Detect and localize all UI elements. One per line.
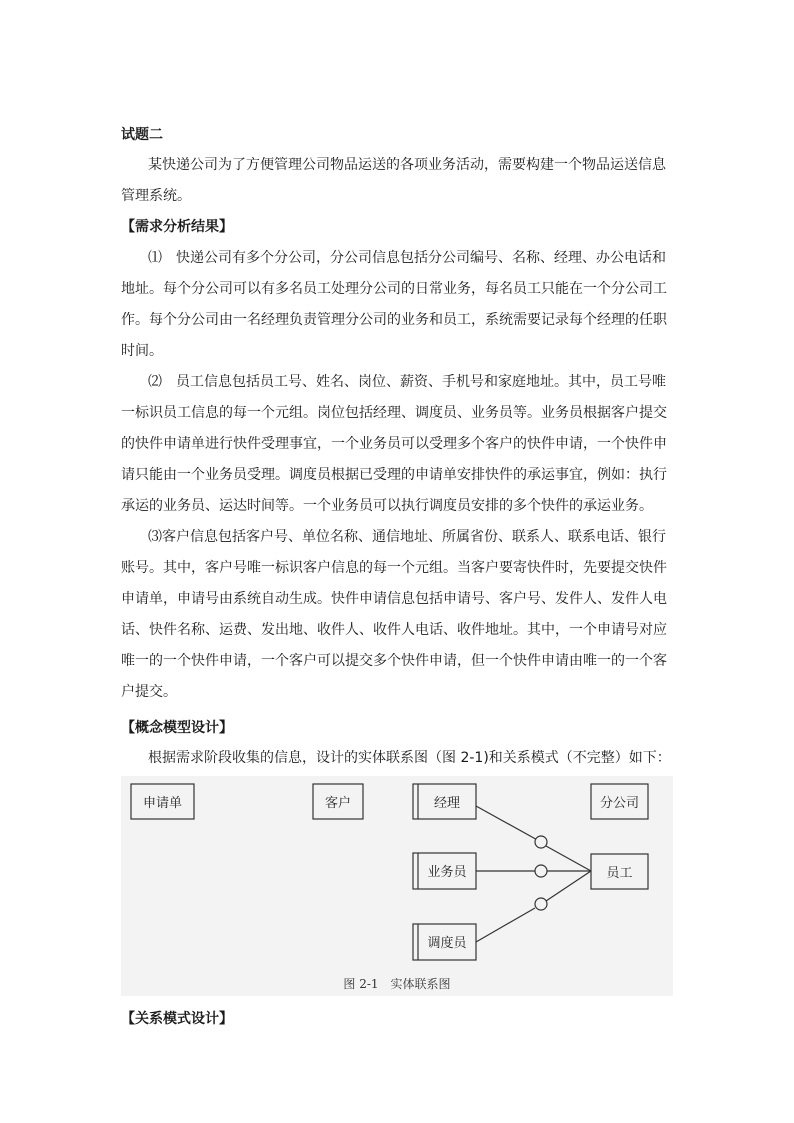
item3-line: 话、快件名称、运费、发出地、收件人、收件人电话、收件地址。其中，一个申请号对应	[121, 622, 667, 638]
item1-line: 时间。	[121, 343, 163, 359]
item1-line: 作。每个分公司由一名经理负责管理分公司的业务和员工，系统需要记录每个经理的任职	[121, 312, 667, 328]
question-title: 试题二	[121, 127, 163, 143]
requirements-heading: 【需求分析结果】	[121, 219, 233, 235]
manager-relation-line	[546, 846, 591, 871]
item1-line: ⑴ 快递公司有多个分公司，分公司信息包括分公司编号、名称、经理、办公电话和	[148, 250, 666, 266]
concept-model-heading: 【概念模型设计】	[121, 720, 233, 736]
item3-line: 申请单，申请号由系统自动生成。快件申请信息包括申请号、客户号、发件人、发件人电	[121, 591, 667, 607]
er-diagram-figure	[121, 776, 673, 996]
entity-branch-label: 分公司	[599, 796, 640, 811]
intro-line: 管理系统。	[121, 188, 191, 204]
entity-application-label: 申请单	[142, 796, 183, 811]
dispatcher-relation-line	[546, 871, 591, 901]
item3-line: ⑶客户信息包括客户号、单位名称、通信地址、所属省份、联系人、联系电话、银行	[148, 529, 666, 545]
intro-line: 某快递公司为了方便管理公司物品运送的各项业务活动，需要构建一个物品运送信息	[148, 157, 666, 173]
figure-caption: 图 2-1 实体联系图	[343, 977, 451, 991]
relation-schema-heading: 【关系模式设计】	[121, 1011, 233, 1027]
relationship-circle	[535, 898, 547, 910]
item3-line: 账号。其中，客户号唯一标识客户信息的每一个元组。当客户要寄快件时，先要提交快件	[121, 560, 667, 576]
item2-line: 的快件申请单进行快件受理事宜，一个业务员可以受理多个客户的快件申请，一个快件申	[121, 436, 667, 452]
item3-line: 户提交。	[121, 684, 177, 700]
requirement-item-1	[121, 243, 677, 367]
item2-line: 承运的业务员、运达时间等。一个业务员可以执行调度员安排的多个快件的承运业务。	[121, 498, 653, 514]
concept-model-text	[121, 743, 677, 774]
requirement-item-2	[121, 367, 677, 522]
intro-paragraph	[121, 150, 677, 212]
item2-line: 一标识员工信息的每一个元组。岗位包括经理、调度员、业务员等。业务员根据客户提交	[121, 405, 667, 421]
relationship-circle	[535, 836, 547, 848]
entity-employee-label: 员工	[606, 866, 633, 881]
entity-dispatcher-label: 调度员	[427, 936, 467, 951]
entity-customer-label: 客户	[324, 796, 352, 811]
requirement-item-3	[121, 522, 677, 708]
manager-relation-line	[476, 806, 541, 842]
dispatcher-relation-line	[476, 908, 535, 942]
item2-line: ⑵ 员工信息包括员工号、姓名、岗位、薪资、手机号和家庭地址。其中，员工号唯	[148, 374, 666, 390]
er-diagram	[121, 776, 673, 996]
concept-line: 根据需求阶段收集的信息，设计的实体联系图（图 2-1)和关系模式（不完整）如下：	[148, 750, 671, 766]
item2-line: 请只能由一个业务员受理。调度员根据已受理的申请单安排快件的承运事宜，例如：执行	[121, 467, 667, 483]
relationship-circle	[535, 865, 547, 877]
entity-manager-label: 经理	[433, 796, 461, 811]
entity-salesman-label: 业务员	[427, 865, 467, 880]
item1-line: 地址。每个分公司可以有多名员工处理分公司的日常业务，每名员工只能在一个分公司工	[121, 281, 667, 297]
item3-line: 唯一的一个快件申请，一个客户可以提交多个快件申请，但一个快件申请由唯一的一个客	[121, 653, 667, 669]
